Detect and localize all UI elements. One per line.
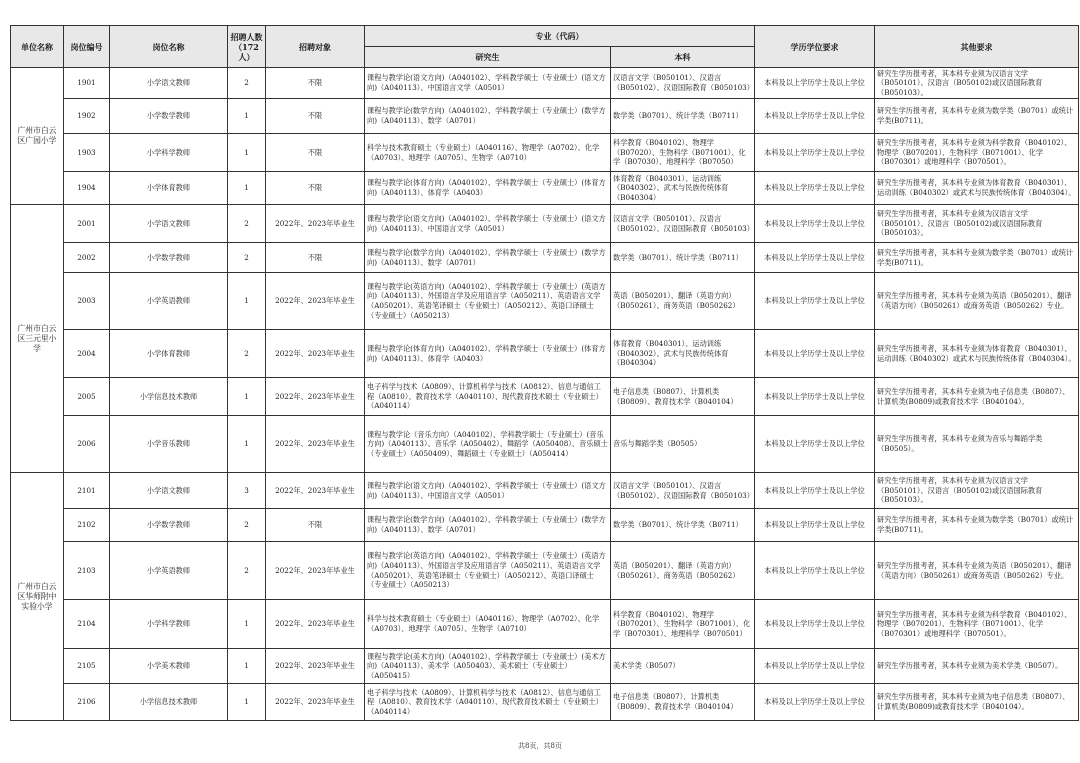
- target-cell: 2022年、2023年毕业生: [266, 649, 365, 684]
- degree-cell: 本科及以上学历学士及以上学位: [755, 99, 875, 134]
- undergrad-major-cell: 英语（B050201）、翻译（英语方向）（B050261）、商务英语（B050262）: [611, 542, 755, 600]
- header-post-code: 岗位编号: [64, 26, 110, 68]
- grad-major-cell: 科学与技术教育硕士（专业硕士）（A040116）、物理学（A0702）、化学（A0703）、地理学（A0705）、生物学（A0710）: [365, 134, 611, 172]
- table-row: [11, 134, 1079, 172]
- degree-cell: 本科及以上学历学士及以上学位: [755, 542, 875, 600]
- target-cell: 2022年、2023年毕业生: [266, 542, 365, 600]
- recruit-count-cell: 2: [228, 243, 266, 273]
- degree-cell: 本科及以上学历学士及以上学位: [755, 68, 875, 99]
- undergrad-major-cell: 英语（B050201）、翻译（英语方向）（B050261）、商务英语（B050262）: [611, 273, 755, 330]
- post-code-cell: 1901: [64, 68, 110, 99]
- post-code-cell: 2105: [64, 649, 110, 684]
- post-name-cell: 小学语文教师: [110, 68, 228, 99]
- table-row: [11, 243, 1079, 273]
- target-cell: 不限: [266, 243, 365, 273]
- recruit-count-cell: 1: [228, 134, 266, 172]
- target-cell: 2022年、2023年毕业生: [266, 600, 365, 649]
- target-cell: 不限: [266, 509, 365, 542]
- post-code-cell: 2003: [64, 273, 110, 330]
- post-code-cell: 2102: [64, 509, 110, 542]
- degree-cell: 本科及以上学历学士及以上学位: [755, 649, 875, 684]
- other-requirements-cell: 研究生学历报考者，其本科专业须为数学类（B0701）或统计学类(B0711)。: [875, 243, 1079, 273]
- other-requirements-cell: 研究生学历报考者，其本科专业须为汉语言文学（B050101）、汉语言（B050102)或汉语国际教育（B050103）。: [875, 205, 1079, 243]
- recruit-count-cell: 1: [228, 649, 266, 684]
- other-requirements-cell: 研究生学历报考者，其本科专业须为科学教育（B040102）、物理学（B070201）、生物科学（B071001）、化学（B070301）或地理科学（B070501）。: [875, 600, 1079, 649]
- grad-major-cell: 课程与教学论(英语方向)（A040102）、学科教学硕士（专业硕士）(英语方向)（A040113）、外国语言学及应用语言学（A050211）、英语语言文学（A050201）、英语笔译硕士（专业硕士）（A050212）、英语口译硕士（专业硕士）（A050213）: [365, 542, 611, 600]
- header-post-name: 岗位名称: [110, 26, 228, 68]
- grad-major-cell: 课程与教学论(英语方向)（A040102）、学科教学硕士（专业硕士）(英语方向)（A040113）、外国语言学及应用语言学（A050211）、英语语言文学（A050201）、英语笔译硕士（专业硕士）（A050212）、英语口译硕士（专业硕士）（A050213）: [365, 273, 611, 330]
- post-code-cell: 2104: [64, 600, 110, 649]
- degree-cell: 本科及以上学历学士及以上学位: [755, 684, 875, 721]
- other-requirements-cell: 研究生学历报考者，其本科专业须为英语（B050201）、翻译（英语方向）（B050261）或商务英语（B050262）专业。: [875, 273, 1079, 330]
- table-row: [11, 172, 1079, 205]
- undergrad-major-cell: 汉语言文学（B050101）、汉语言（B050102）、汉语国际教育（B050103）: [611, 68, 755, 99]
- target-cell: 2022年、2023年毕业生: [266, 330, 365, 378]
- post-name-cell: 小学数学教师: [110, 243, 228, 273]
- post-name-cell: 小学体育教师: [110, 172, 228, 205]
- table-row: [11, 273, 1079, 330]
- other-requirements-cell: 研究生学历报考者，其本科专业须为科学教育（B040102）、物理学（B070201）、生物科学（B071001）、化学（B070301）或地理科学（B070501）。: [875, 134, 1079, 172]
- post-name-cell: 小学英语教师: [110, 273, 228, 330]
- other-requirements-cell: 研究生学历报考者，其本科专业须为汉语言文学（B050101）、汉语言（B050102)或汉语国际教育（B050103）。: [875, 473, 1079, 509]
- recruit-count-cell: 2: [228, 68, 266, 99]
- recruit-count-cell: 2: [228, 330, 266, 378]
- degree-cell: 本科及以上学历学士及以上学位: [755, 600, 875, 649]
- target-cell: 不限: [266, 68, 365, 99]
- post-code-cell: 1904: [64, 172, 110, 205]
- table-row: [11, 684, 1079, 721]
- unit-name-cell: 广州市白云区华师附中实验小学: [11, 473, 64, 721]
- undergrad-major-cell: 汉语言文学（B050101）、汉语言（B050102）、汉语国际教育（B050103）: [611, 473, 755, 509]
- degree-cell: 本科及以上学历学士及以上学位: [755, 243, 875, 273]
- other-requirements-cell: 研究生学历报考者，其本科专业须为汉语言文学（B050101）、汉语言（B050102)或汉语国际教育（B050103）。: [875, 68, 1079, 99]
- undergrad-major-cell: 体育教育（B040301）、运动训练（B040302）、武术与民族传统体育（B040304）: [611, 172, 755, 205]
- post-code-cell: 2101: [64, 473, 110, 509]
- target-cell: 2022年、2023年毕业生: [266, 378, 365, 416]
- recruit-count-cell: 1: [228, 273, 266, 330]
- post-name-cell: 小学语文教师: [110, 473, 228, 509]
- degree-cell: 本科及以上学历学士及以上学位: [755, 134, 875, 172]
- grad-major-cell: 课程与教学论(体育方向)（A040102）、学科教学硕士（专业硕士）(体育方向)（A040113）、体育学（A0403）: [365, 172, 611, 205]
- recruit-count-cell: 3: [228, 473, 266, 509]
- table-row: [11, 205, 1079, 243]
- grad-major-cell: 课程与教学论(数学方向)（A040102）、学科教学硕士（专业硕士）(数学方向)（A040113）、数学（A0701）: [365, 243, 611, 273]
- undergrad-major-cell: 数学类（B0701）、统计学类（B0711）: [611, 243, 755, 273]
- post-name-cell: 小学信息技术教师: [110, 684, 228, 721]
- degree-cell: 本科及以上学历学士及以上学位: [755, 473, 875, 509]
- post-name-cell: 小学语文教师: [110, 205, 228, 243]
- undergrad-major-cell: 美术学类（B0507）: [611, 649, 755, 684]
- other-requirements-cell: 研究生学历报考者，其本科专业须为美术学类（B0507）。: [875, 649, 1079, 684]
- undergrad-major-cell: 汉语言文学（B050101）、汉语言（B050102）、汉语国际教育（B050103）: [611, 205, 755, 243]
- other-requirements-cell: 研究生学历报考者，其本科专业须为电子信息类（B0807）、计算机类(B0809)或教育技术学（B040104）。: [875, 378, 1079, 416]
- header-recruit-count: 招聘人数（172人）: [228, 26, 266, 68]
- post-name-cell: 小学科学教师: [110, 134, 228, 172]
- undergrad-major-cell: 科学教育（B040102）、物理学（B070201）、生物科学（B071001）、化学（B070301）、地理科学（B070501）: [611, 600, 755, 649]
- header-target: 招聘对象: [266, 26, 365, 68]
- grad-major-cell: 科学与技术教育硕士（专业硕士）（A040116）、物理学（A0702）、化学（A0703）、地理学（A0705）、生物学（A0710）: [365, 600, 611, 649]
- post-name-cell: 小学美术教师: [110, 649, 228, 684]
- recruitment-table-sheet: [10, 25, 1078, 721]
- table-row: [11, 416, 1079, 473]
- target-cell: 2022年、2023年毕业生: [266, 684, 365, 721]
- grad-major-cell: 课程与教学论(数学方向)（A040102）、学科教学硕士（专业硕士）(数学方向)（A040113）、数学（A0701）: [365, 509, 611, 542]
- target-cell: 不限: [266, 172, 365, 205]
- undergrad-major-cell: 体育教育（B040301）、运动训练（B040302）、武术与民族传统体育（B040304）: [611, 330, 755, 378]
- post-name-cell: 小学英语教师: [110, 542, 228, 600]
- post-code-cell: 1902: [64, 99, 110, 134]
- degree-cell: 本科及以上学历学士及以上学位: [755, 172, 875, 205]
- post-code-cell: 2004: [64, 330, 110, 378]
- table-row: [11, 68, 1079, 99]
- grad-major-cell: 电子科学与技术（A0809）、计算机科学与技术（A0812）、信息与通信工程（A0810）、教育技术学（A040110）、现代教育技术硕士（专业硕士）（A040114）: [365, 378, 611, 416]
- post-code-cell: 2106: [64, 684, 110, 721]
- unit-name-cell: 广州市白云区三元里小学: [11, 205, 64, 473]
- recruitment-table: [10, 25, 1079, 721]
- other-requirements-cell: 研究生学历报考者，其本科专业须为音乐与舞蹈学类（B0505）。: [875, 416, 1079, 473]
- header-degree: 学历学位要求: [755, 26, 875, 68]
- grad-major-cell: 课程与教学论(体育方向)（A040102）、学科教学硕士（专业硕士）(体育方向)（A040113）、体育学（A0403）: [365, 330, 611, 378]
- target-cell: 不限: [266, 99, 365, 134]
- header-major: 专业（代码）: [365, 26, 755, 47]
- recruit-count-cell: 2: [228, 542, 266, 600]
- degree-cell: 本科及以上学历学士及以上学位: [755, 416, 875, 473]
- recruit-count-cell: 1: [228, 99, 266, 134]
- degree-cell: 本科及以上学历学士及以上学位: [755, 378, 875, 416]
- post-name-cell: 小学体育教师: [110, 330, 228, 378]
- header-unit: 单位名称: [11, 26, 64, 68]
- other-requirements-cell: 研究生学历报考者，其本科专业须为英语（B050201）、翻译（英语方向）（B050261）或商务英语（B050262）专业。: [875, 542, 1079, 600]
- post-name-cell: 小学数学教师: [110, 99, 228, 134]
- target-cell: 2022年、2023年毕业生: [266, 416, 365, 473]
- undergrad-major-cell: 音乐与舞蹈学类（B0505）: [611, 416, 755, 473]
- other-requirements-cell: 研究生学历报考者，其本科专业须为体育教育（B040301）、运动训练（B040302）或武术与民族传统体育（B040304）。: [875, 172, 1079, 205]
- table-row: [11, 378, 1079, 416]
- post-code-cell: 2006: [64, 416, 110, 473]
- post-code-cell: 2002: [64, 243, 110, 273]
- unit-name-cell: 广州市白云区广园小学: [11, 68, 64, 205]
- recruit-count-cell: 1: [228, 172, 266, 205]
- undergrad-major-cell: 电子信息类（B0807）、计算机类（B0809）、教育技术学（B040104）: [611, 684, 755, 721]
- other-requirements-cell: 研究生学历报考者，其本科专业须为数学类（B0701）或统计学类(B0711)。: [875, 99, 1079, 134]
- recruit-count-cell: 1: [228, 378, 266, 416]
- degree-cell: 本科及以上学历学士及以上学位: [755, 509, 875, 542]
- undergrad-major-cell: 科学教育（B040102）、物理学（B07020）、生物科学（B071001）、化学（B07030）、地理科学（B07050）: [611, 134, 755, 172]
- grad-major-cell: 课程与教学论(语文方向)（A040102）、学科教学硕士（专业硕士）(语文方向)（A040113）、中国语言文学（A0501）: [365, 68, 611, 99]
- grad-major-cell: 课程与教学论(语文方向)（A040102）、学科教学硕士（专业硕士）(语文方向)（A040113）、中国语言文学（A0501）: [365, 473, 611, 509]
- table-row: [11, 542, 1079, 600]
- post-code-cell: 1903: [64, 134, 110, 172]
- grad-major-cell: 电子科学与技术（A0809）、计算机科学与技术（A0812）、信息与通信工程（A0810）、教育技术学（A040110）、现代教育技术硕士（专业硕士）（A040114）: [365, 684, 611, 721]
- grad-major-cell: 课程与教学论(语文方向)（A040102）、学科教学硕士（专业硕士）(语文方向)（A040113）、中国语言文学（A0501）: [365, 205, 611, 243]
- table-row: [11, 99, 1079, 134]
- degree-cell: 本科及以上学历学士及以上学位: [755, 205, 875, 243]
- post-code-cell: 2103: [64, 542, 110, 600]
- recruit-count-cell: 2: [228, 509, 266, 542]
- target-cell: 2022年、2023年毕业生: [266, 273, 365, 330]
- undergrad-major-cell: 数学类（B0701）、统计学类（B0711）: [611, 99, 755, 134]
- other-requirements-cell: 研究生学历报考者，其本科专业须为电子信息类（B0807）、计算机类(B0809)或教育技术学（B040104）。: [875, 684, 1079, 721]
- grad-major-cell: 课程与教学论（音乐方向）（A040102）、学科教学硕士（专业硕士）(音乐方向)（A040113）、音乐学（A050402）、舞蹈学（A050408）、音乐硕士（专业硕士）（A050409）、舞蹈硕士（专业硕士）（A050414）: [365, 416, 611, 473]
- post-name-cell: 小学数学教师: [110, 509, 228, 542]
- post-name-cell: 小学科学教师: [110, 600, 228, 649]
- recruit-count-cell: 1: [228, 684, 266, 721]
- other-requirements-cell: 研究生学历报考者，其本科专业须为数学类（B0701）或统计学类(B0711)。: [875, 509, 1079, 542]
- table-row: [11, 649, 1079, 684]
- header-grad: 研究生: [365, 47, 611, 68]
- grad-major-cell: 课程与教学论(美术方向)（A040102）、学科教学硕士（专业硕士）(美术方向)（A040113）、美术学（A050403）、美术硕士（专业硕士）（A050415）: [365, 649, 611, 684]
- table-row: [11, 600, 1079, 649]
- target-cell: 2022年、2023年毕业生: [266, 473, 365, 509]
- recruit-count-cell: 1: [228, 600, 266, 649]
- undergrad-major-cell: 电子信息类（B0807）、计算机类（B0809）、教育技术学（B040104）: [611, 378, 755, 416]
- post-name-cell: 小学信息技术教师: [110, 378, 228, 416]
- grad-major-cell: 课程与教学论(数学方向)（A040102）、学科教学硕士（专业硕士）(数学方向)（A040113）、数学（A0701）: [365, 99, 611, 134]
- target-cell: 不限: [266, 134, 365, 172]
- undergrad-major-cell: 数学类（B0701）、统计学类（B0711）: [611, 509, 755, 542]
- table-row: [11, 509, 1079, 542]
- post-code-cell: 2005: [64, 378, 110, 416]
- table-row: [11, 473, 1079, 509]
- other-requirements-cell: 研究生学历报考者，其本科专业须为体育教育（B040301）、运动训练（B040302）或武术与民族传统体育（B040304）。: [875, 330, 1079, 378]
- header-other: 其他要求: [875, 26, 1079, 68]
- recruit-count-cell: 2: [228, 205, 266, 243]
- table-row: [11, 330, 1079, 378]
- degree-cell: 本科及以上学历学士及以上学位: [755, 330, 875, 378]
- page-footer: 共8页，共8页: [518, 742, 562, 750]
- recruit-count-cell: 1: [228, 416, 266, 473]
- post-code-cell: 2001: [64, 205, 110, 243]
- degree-cell: 本科及以上学历学士及以上学位: [755, 273, 875, 330]
- target-cell: 2022年、2023年毕业生: [266, 205, 365, 243]
- post-name-cell: 小学音乐教师: [110, 416, 228, 473]
- header-undergrad: 本科: [611, 47, 755, 68]
